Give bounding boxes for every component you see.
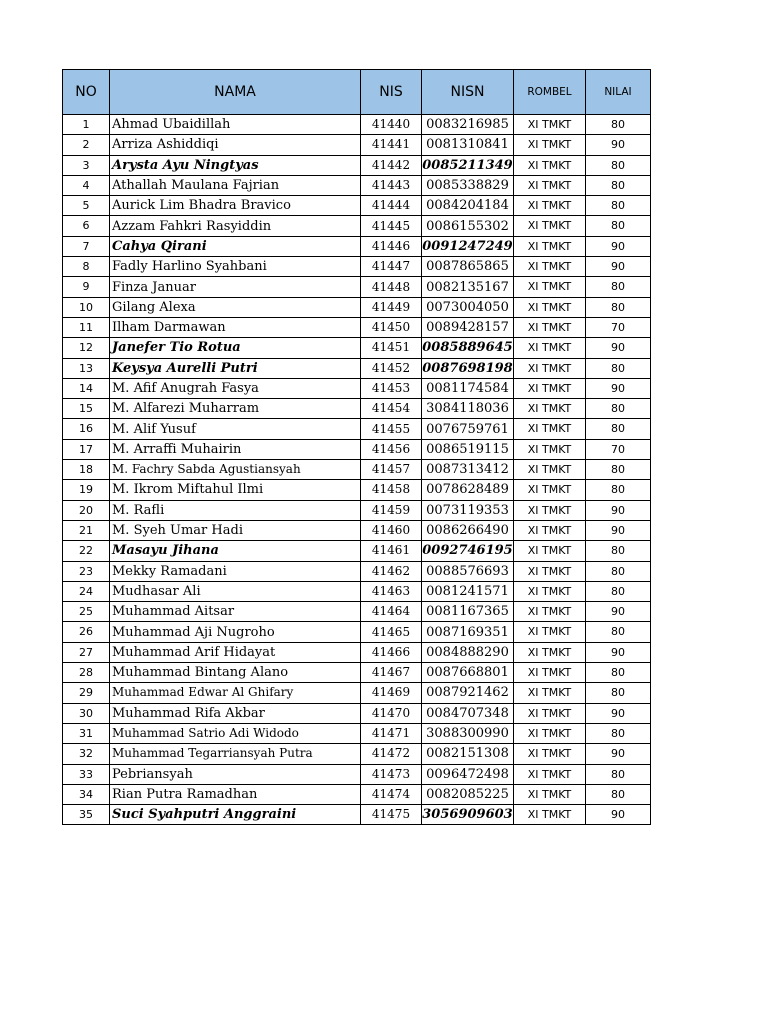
cell-nisn: 0083216985 (422, 115, 514, 135)
cell-nis: 41452 (361, 358, 422, 378)
cell-nis: 41462 (361, 561, 422, 581)
header-nis: NIS (361, 70, 422, 115)
cell-rombel: XI TMKT (514, 338, 586, 358)
cell-rombel: XI TMKT (514, 480, 586, 500)
cell-nama: Suci Syahputri Anggraini (110, 805, 361, 825)
cell-rombel: XI TMKT (514, 581, 586, 601)
cell-rombel: XI TMKT (514, 723, 586, 743)
cell-rombel: XI TMKT (514, 419, 586, 439)
cell-no: 12 (63, 338, 110, 358)
header-nisn: NISN (422, 70, 514, 115)
cell-nilai: 80 (586, 561, 651, 581)
cell-no: 33 (63, 764, 110, 784)
cell-nis: 41473 (361, 764, 422, 784)
cell-rombel: XI TMKT (514, 317, 586, 337)
cell-nama: Arysta Ayu Ningtyas (110, 155, 361, 175)
cell-nama: M. Syeh Umar Hadi (110, 520, 361, 540)
cell-nisn: 0085889645 (422, 338, 514, 358)
cell-nis: 41475 (361, 805, 422, 825)
table-row (63, 236, 651, 256)
cell-nisn: 0082151308 (422, 744, 514, 764)
cell-nilai: 90 (586, 744, 651, 764)
cell-no: 5 (63, 196, 110, 216)
table-row (63, 317, 651, 337)
cell-nisn: 0084204184 (422, 196, 514, 216)
cell-nilai: 80 (586, 764, 651, 784)
cell-no: 32 (63, 744, 110, 764)
cell-rombel: XI TMKT (514, 622, 586, 642)
cell-no: 3 (63, 155, 110, 175)
cell-nisn: 0084707348 (422, 703, 514, 723)
cell-rombel: XI TMKT (514, 175, 586, 195)
cell-nis: 41459 (361, 500, 422, 520)
cell-rombel: XI TMKT (514, 520, 586, 540)
cell-nis: 41445 (361, 216, 422, 236)
cell-no: 30 (63, 703, 110, 723)
cell-nisn: 0087668801 (422, 663, 514, 683)
cell-nama: Muhammad Bintang Alano (110, 663, 361, 683)
cell-nama: Ilham Darmawan (110, 317, 361, 337)
table-row (63, 196, 651, 216)
table-row (63, 541, 651, 561)
cell-nilai: 80 (586, 683, 651, 703)
table-row (63, 399, 651, 419)
cell-rombel: XI TMKT (514, 764, 586, 784)
cell-nama: M. Rafli (110, 500, 361, 520)
table-row (63, 115, 651, 135)
cell-rombel: XI TMKT (514, 642, 586, 662)
cell-rombel: XI TMKT (514, 297, 586, 317)
table-body (63, 115, 651, 825)
table-row (63, 602, 651, 622)
cell-nama: M. Ikrom Miftahul Ilmi (110, 480, 361, 500)
table-row (63, 338, 651, 358)
cell-rombel: XI TMKT (514, 683, 586, 703)
cell-no: 25 (63, 602, 110, 622)
table-row (63, 784, 651, 804)
cell-nis: 41471 (361, 723, 422, 743)
cell-nisn: 0081241571 (422, 581, 514, 601)
cell-nisn: 0081167365 (422, 602, 514, 622)
table-row (63, 460, 651, 480)
cell-nis: 41444 (361, 196, 422, 216)
cell-nisn: 0091247249 (422, 236, 514, 256)
cell-no: 6 (63, 216, 110, 236)
cell-nilai: 90 (586, 257, 651, 277)
cell-nisn: 0092746195 (422, 541, 514, 561)
cell-rombel: XI TMKT (514, 439, 586, 459)
cell-nilai: 70 (586, 317, 651, 337)
cell-nama: Gilang Alexa (110, 297, 361, 317)
cell-nilai: 80 (586, 622, 651, 642)
cell-nilai: 80 (586, 277, 651, 297)
cell-nisn: 0096472498 (422, 764, 514, 784)
table-row (63, 419, 651, 439)
cell-no: 2 (63, 135, 110, 155)
cell-no: 16 (63, 419, 110, 439)
table-row (63, 663, 651, 683)
cell-nisn: 0082135167 (422, 277, 514, 297)
cell-nama: Azzam Fahkri Rasyiddin (110, 216, 361, 236)
cell-nama: M. Fachry Sabda Agustiansyah (110, 460, 361, 480)
cell-rombel: XI TMKT (514, 663, 586, 683)
cell-nama: M. Afif Anugrah Fasya (110, 378, 361, 398)
cell-nama: M. Arraffi Muhairin (110, 439, 361, 459)
cell-nama: Muhammad Arif Hidayat (110, 642, 361, 662)
cell-nisn: 0089428157 (422, 317, 514, 337)
cell-nis: 41456 (361, 439, 422, 459)
header-rombel: ROMBEL (514, 70, 586, 115)
cell-nilai: 80 (586, 115, 651, 135)
cell-nisn: 0073004050 (422, 297, 514, 317)
cell-no: 26 (63, 622, 110, 642)
table-row (63, 216, 651, 236)
cell-nilai: 80 (586, 216, 651, 236)
cell-nama: Finza Januar (110, 277, 361, 297)
cell-no: 11 (63, 317, 110, 337)
cell-nama: Rian Putra Ramadhan (110, 784, 361, 804)
cell-nis: 41461 (361, 541, 422, 561)
cell-no: 22 (63, 541, 110, 561)
cell-nilai: 90 (586, 135, 651, 155)
cell-no: 13 (63, 358, 110, 378)
cell-nis: 41457 (361, 460, 422, 480)
cell-nis: 41467 (361, 663, 422, 683)
header-nilai: NILAI (586, 70, 651, 115)
cell-no: 35 (63, 805, 110, 825)
cell-rombel: XI TMKT (514, 257, 586, 277)
cell-nama: Muhammad Rifa Akbar (110, 703, 361, 723)
table-row (63, 297, 651, 317)
cell-nilai: 80 (586, 196, 651, 216)
cell-nisn: 0087921462 (422, 683, 514, 703)
cell-nis: 41469 (361, 683, 422, 703)
cell-nisn: 3056909603 (422, 805, 514, 825)
cell-nama: Muhammad Aitsar (110, 602, 361, 622)
cell-rombel: XI TMKT (514, 135, 586, 155)
cell-nisn: 0087313412 (422, 460, 514, 480)
cell-nis: 41463 (361, 581, 422, 601)
cell-no: 18 (63, 460, 110, 480)
cell-no: 9 (63, 277, 110, 297)
cell-no: 23 (63, 561, 110, 581)
header-no: NO (63, 70, 110, 115)
table-row (63, 622, 651, 642)
table-row (63, 581, 651, 601)
cell-nis: 41465 (361, 622, 422, 642)
cell-no: 19 (63, 480, 110, 500)
cell-nilai: 90 (586, 520, 651, 540)
cell-no: 7 (63, 236, 110, 256)
cell-nama: M. Alif Yusuf (110, 419, 361, 439)
table-row (63, 175, 651, 195)
cell-no: 21 (63, 520, 110, 540)
cell-no: 4 (63, 175, 110, 195)
cell-nis: 41440 (361, 115, 422, 135)
cell-nama: Masayu Jihana (110, 541, 361, 561)
cell-no: 34 (63, 784, 110, 804)
cell-nilai: 80 (586, 460, 651, 480)
cell-nisn: 0081174584 (422, 378, 514, 398)
cell-nis: 41449 (361, 297, 422, 317)
cell-nama: Arriza Ashiddiqi (110, 135, 361, 155)
cell-nama: Muhammad Edwar Al Ghifary (110, 683, 361, 703)
cell-nilai: 80 (586, 297, 651, 317)
cell-no: 14 (63, 378, 110, 398)
cell-nis: 41454 (361, 399, 422, 419)
cell-nilai: 90 (586, 378, 651, 398)
cell-no: 20 (63, 500, 110, 520)
cell-nama: Cahya Qirani (110, 236, 361, 256)
cell-nis: 41451 (361, 338, 422, 358)
cell-nisn: 0086519115 (422, 439, 514, 459)
cell-nama: Keysya Aurelli Putri (110, 358, 361, 378)
cell-nama: Fadly Harlino Syahbani (110, 257, 361, 277)
cell-rombel: XI TMKT (514, 784, 586, 804)
cell-nilai: 90 (586, 805, 651, 825)
cell-rombel: XI TMKT (514, 155, 586, 175)
cell-nis: 41458 (361, 480, 422, 500)
header-row (63, 70, 651, 115)
cell-nama: Mudhasar Ali (110, 581, 361, 601)
cell-rombel: XI TMKT (514, 541, 586, 561)
cell-nama: Athallah Maulana Fajrian (110, 175, 361, 195)
cell-rombel: XI TMKT (514, 358, 586, 378)
cell-nama: Muhammad Satrio Adi Widodo (110, 723, 361, 743)
cell-nilai: 80 (586, 399, 651, 419)
cell-no: 27 (63, 642, 110, 662)
cell-no: 8 (63, 257, 110, 277)
cell-nisn: 0082085225 (422, 784, 514, 804)
table-row (63, 561, 651, 581)
cell-nilai: 80 (586, 663, 651, 683)
cell-nis: 41442 (361, 155, 422, 175)
cell-nilai: 90 (586, 642, 651, 662)
table-row (63, 378, 651, 398)
cell-nama: M. Alfarezi Muharram (110, 399, 361, 419)
cell-no: 15 (63, 399, 110, 419)
table-row (63, 358, 651, 378)
cell-nilai: 80 (586, 155, 651, 175)
table-row (63, 683, 651, 703)
cell-nilai: 80 (586, 358, 651, 378)
table-row (63, 805, 651, 825)
cell-no: 1 (63, 115, 110, 135)
table-row (63, 277, 651, 297)
cell-rombel: XI TMKT (514, 703, 586, 723)
table-row (63, 642, 651, 662)
cell-rombel: XI TMKT (514, 378, 586, 398)
cell-nama: Aurick Lim Bhadra Bravico (110, 196, 361, 216)
table-row (63, 480, 651, 500)
cell-rombel: XI TMKT (514, 805, 586, 825)
cell-nis: 41453 (361, 378, 422, 398)
cell-nisn: 0087865865 (422, 257, 514, 277)
cell-nisn: 0081310841 (422, 135, 514, 155)
cell-nis: 41470 (361, 703, 422, 723)
cell-rombel: XI TMKT (514, 196, 586, 216)
cell-nis: 41446 (361, 236, 422, 256)
cell-nama: Muhammad Aji Nugroho (110, 622, 361, 642)
cell-nilai: 90 (586, 602, 651, 622)
cell-nis: 41460 (361, 520, 422, 540)
cell-nis: 41472 (361, 744, 422, 764)
cell-nama: Pebriansyah (110, 764, 361, 784)
cell-nilai: 80 (586, 419, 651, 439)
cell-nama: Mekky Ramadani (110, 561, 361, 581)
cell-nis: 41448 (361, 277, 422, 297)
cell-nilai: 80 (586, 480, 651, 500)
cell-nilai: 90 (586, 338, 651, 358)
cell-nisn: 0087169351 (422, 622, 514, 642)
cell-nisn: 0087698198 (422, 358, 514, 378)
cell-nisn: 0086155302 (422, 216, 514, 236)
cell-nilai: 80 (586, 581, 651, 601)
cell-nis: 41450 (361, 317, 422, 337)
cell-nama: Ahmad Ubaidillah (110, 115, 361, 135)
cell-rombel: XI TMKT (514, 500, 586, 520)
header-nama: NAMA (110, 70, 361, 115)
cell-nilai: 80 (586, 541, 651, 561)
cell-nis: 41441 (361, 135, 422, 155)
cell-rombel: XI TMKT (514, 115, 586, 135)
cell-no: 17 (63, 439, 110, 459)
cell-rombel: XI TMKT (514, 277, 586, 297)
cell-nisn: 0085211349 (422, 155, 514, 175)
cell-nisn: 3088300990 (422, 723, 514, 743)
table-row (63, 135, 651, 155)
cell-rombel: XI TMKT (514, 399, 586, 419)
table-row (63, 155, 651, 175)
cell-nisn: 3084118036 (422, 399, 514, 419)
cell-nis: 41447 (361, 257, 422, 277)
cell-nilai: 90 (586, 236, 651, 256)
cell-no: 28 (63, 663, 110, 683)
table-row (63, 703, 651, 723)
cell-nilai: 80 (586, 175, 651, 195)
table-row (63, 439, 651, 459)
cell-nis: 41464 (361, 602, 422, 622)
cell-nisn: 0085338829 (422, 175, 514, 195)
cell-nilai: 80 (586, 784, 651, 804)
cell-nisn: 0086266490 (422, 520, 514, 540)
cell-no: 10 (63, 297, 110, 317)
table-row (63, 500, 651, 520)
cell-nisn: 0088576693 (422, 561, 514, 581)
cell-rombel: XI TMKT (514, 561, 586, 581)
cell-nilai: 90 (586, 703, 651, 723)
cell-no: 31 (63, 723, 110, 743)
cell-nis: 41455 (361, 419, 422, 439)
grade-table (62, 69, 651, 825)
cell-nisn: 0078628489 (422, 480, 514, 500)
cell-nilai: 90 (586, 500, 651, 520)
cell-nis: 41466 (361, 642, 422, 662)
cell-rombel: XI TMKT (514, 744, 586, 764)
cell-nama: Janefer Tio Rotua (110, 338, 361, 358)
table-row (63, 257, 651, 277)
table-row (63, 520, 651, 540)
table-row (63, 723, 651, 743)
cell-nisn: 0073119353 (422, 500, 514, 520)
cell-rombel: XI TMKT (514, 216, 586, 236)
cell-nisn: 0084888290 (422, 642, 514, 662)
cell-rombel: XI TMKT (514, 236, 586, 256)
cell-rombel: XI TMKT (514, 602, 586, 622)
cell-nilai: 80 (586, 723, 651, 743)
cell-nisn: 0076759761 (422, 419, 514, 439)
cell-no: 24 (63, 581, 110, 601)
cell-nis: 41474 (361, 784, 422, 804)
cell-no: 29 (63, 683, 110, 703)
cell-nis: 41443 (361, 175, 422, 195)
cell-rombel: XI TMKT (514, 460, 586, 480)
cell-nilai: 70 (586, 439, 651, 459)
cell-nama: Muhammad Tegarriansyah Putra (110, 744, 361, 764)
table-row (63, 764, 651, 784)
table-row (63, 744, 651, 764)
